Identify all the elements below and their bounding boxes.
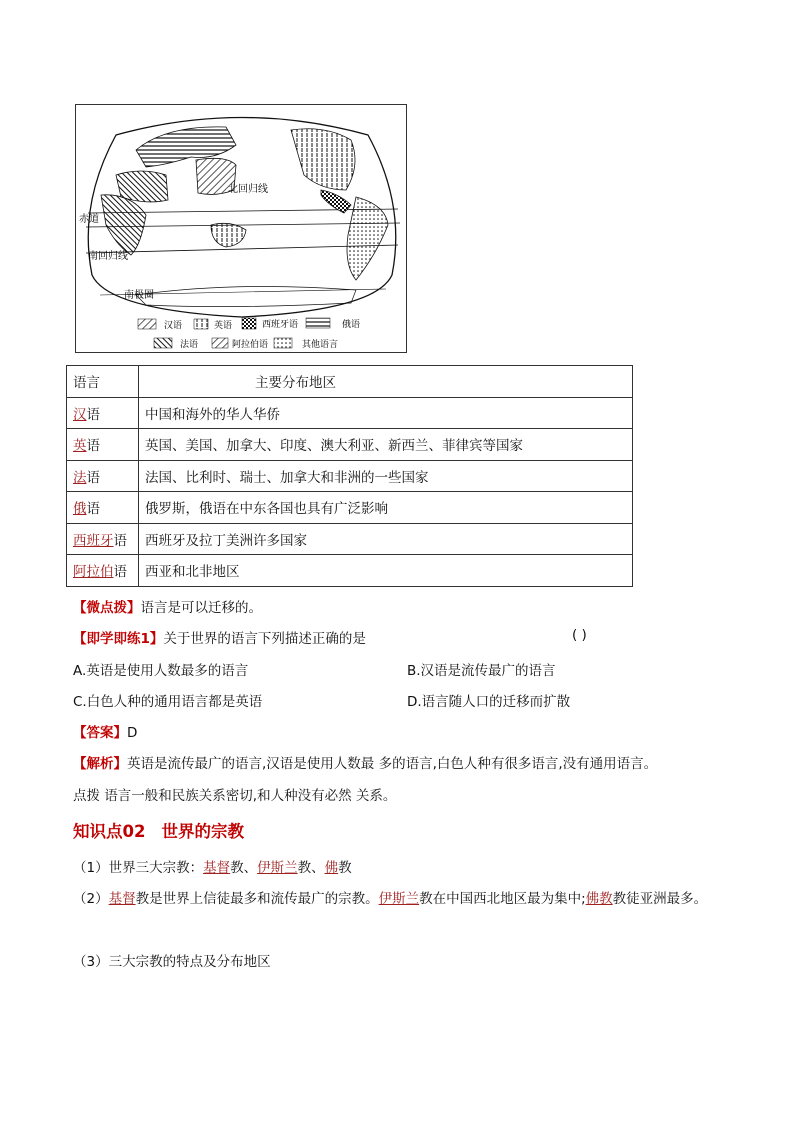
- legend-russian: 俄语: [342, 320, 361, 330]
- language-name: 西班牙: [73, 532, 114, 549]
- option-d: D.语言随人口的迁移而扩散: [407, 694, 571, 710]
- table-row: 俄语 俄罗斯，俄语在中东各国也具有广泛影响: [67, 492, 633, 524]
- option-b: B.汉语是流传最广的语言: [407, 663, 556, 679]
- exercise-tag: 【即学即练1】: [73, 631, 164, 647]
- legend-chinese: 汉语: [164, 321, 183, 331]
- language-region: 西亚和北非地区: [139, 555, 633, 587]
- tropic-cancer-label: 北回归线: [228, 184, 268, 195]
- paragraph-2: （2）基督教是世界上信徒最多和流传最广的宗教。伊斯兰教在中国西北地区最为集中;佛教教徒亚洲最多。: [73, 891, 708, 907]
- legend-english: 英语: [214, 321, 233, 331]
- answer-text: D: [127, 725, 138, 741]
- language-name: 汉: [73, 406, 87, 423]
- analysis-tag: 【解析】: [73, 756, 127, 772]
- section-number: 知识点02: [73, 822, 146, 841]
- map-graphic: [76, 105, 408, 354]
- language-name: 俄: [73, 501, 87, 518]
- exercise-question: 关于世界的语言下列描述正确的是: [163, 631, 366, 647]
- paragraph-1: （1）世界三大宗教：基督教、伊斯兰教、佛教: [73, 860, 352, 876]
- tropic-capricorn-label: 南回归线: [88, 251, 128, 262]
- analysis-text: 英语是流传最广的语言,汉语是使用人数最 多的语言,白色人种有很多语言,没有通用语言。: [127, 756, 658, 772]
- table-row: 英语 英国、美国、加拿大、印度、澳大利亚、新西兰、菲律宾等国家: [67, 429, 633, 461]
- religion-buddhism: 佛教: [585, 891, 613, 907]
- table-header-row: [67, 366, 633, 398]
- table-row: 法语 法国、比利时、瑞士、加拿大和非洲的一些国家: [67, 460, 633, 492]
- language-region: 法国、比利时、瑞士、加拿大和非洲的一些国家: [139, 460, 633, 492]
- table-row: 汉语 中国和海外的华人华侨: [67, 397, 633, 429]
- option-c: C.白色人种的通用语言都是英语: [73, 694, 263, 710]
- section-heading: [73, 818, 244, 842]
- religion-christianity: 基督: [108, 891, 136, 907]
- legend-other: 其他语言: [302, 340, 339, 350]
- map-legend: [138, 318, 360, 350]
- table-row: 西班牙语 西班牙及拉丁美洲许多国家: [67, 523, 633, 555]
- header-language: 语言: [67, 366, 139, 398]
- legend-french: 法语: [180, 340, 199, 350]
- religion-islam: 伊斯兰: [257, 860, 298, 876]
- religion-buddhism: 佛: [324, 860, 339, 876]
- religion-christianity: 基督: [203, 860, 231, 876]
- tip-tag: 【微点拨】: [73, 600, 141, 616]
- note-line: 点拨 语言一般和民族关系密切,和人种没有必然 关系。: [73, 788, 397, 804]
- language-name: 阿拉伯: [73, 564, 114, 581]
- language-name: 法: [73, 469, 87, 486]
- antarctic-circle-label: 南极圈: [124, 290, 154, 301]
- legend-spanish: 西班牙语: [262, 320, 299, 330]
- tip-line: [73, 596, 262, 616]
- answer-tag: 【答案】: [73, 725, 127, 741]
- analysis-line: [73, 752, 657, 772]
- language-region: 中国和海外的华人华侨: [139, 397, 633, 429]
- table-row: 阿拉伯语 西亚和北非地区: [67, 555, 633, 587]
- tip-text: 语言是可以迁移的。: [140, 600, 262, 616]
- exercise-question-line: [73, 627, 366, 647]
- paragraph-3: （3）三大宗教的特点及分布地区: [73, 954, 271, 970]
- option-a: A.英语是使用人数最多的语言: [73, 663, 249, 679]
- language-region: 西班牙及拉丁美洲许多国家: [139, 523, 633, 555]
- header-region: 主要分布地区: [139, 366, 633, 398]
- section-title: 世界的宗教: [161, 822, 244, 841]
- language-region: 俄罗斯，俄语在中东各国也具有广泛影响: [139, 492, 633, 524]
- language-name: 英: [73, 438, 87, 455]
- religion-islam: 伊斯兰: [378, 891, 420, 907]
- equator-label: 赤道: [79, 214, 99, 225]
- world-language-map: [75, 104, 407, 353]
- language-region: 英国、美国、加拿大、印度、澳大利亚、新西兰、菲律宾等国家: [139, 429, 633, 461]
- answer-parenthesis: ( ): [572, 627, 587, 643]
- legend-arabic: 阿拉伯语: [232, 340, 269, 350]
- language-table: [66, 365, 633, 587]
- answer-line: [73, 721, 137, 741]
